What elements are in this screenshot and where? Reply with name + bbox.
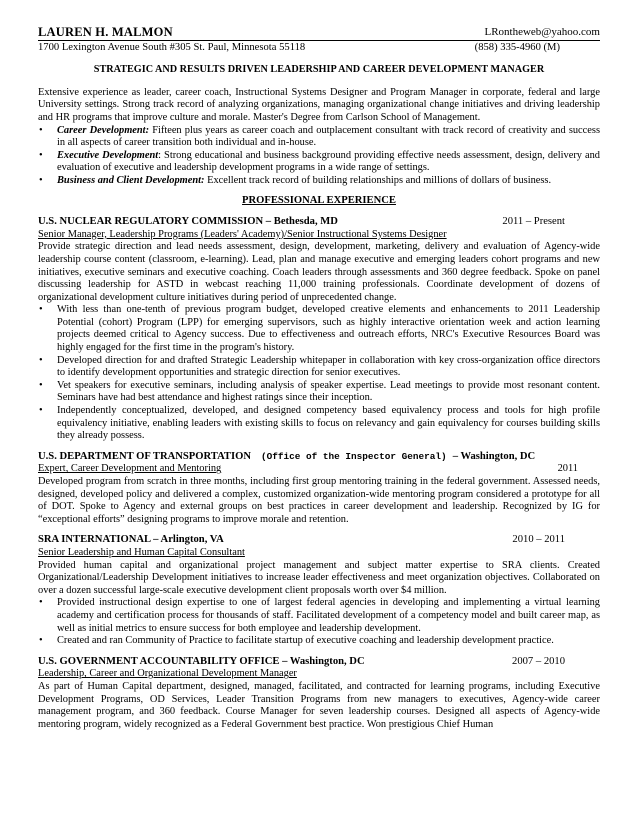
- contact-row: [38, 42, 600, 55]
- bullet-icon: •: [39, 354, 43, 366]
- candidate-name: LAUREN H. MALMON: [38, 25, 173, 39]
- bullet-icon: •: [39, 379, 43, 391]
- job-org: U.S. GOVERNMENT ACCOUNTABILITY OFFICE – Washington, DC: [38, 655, 365, 667]
- bullet-label: Career Development:: [57, 124, 150, 136]
- job-org-row: [38, 451, 600, 464]
- job-entry: [38, 656, 600, 732]
- bullet-icon: •: [39, 405, 43, 417]
- header-divider: [38, 40, 600, 41]
- email-address: LRontheweb@yahoo.com: [484, 26, 600, 38]
- summary-bullet: [38, 175, 600, 188]
- bullet-icon: •: [39, 597, 43, 609]
- job-org: U.S. DEPARTMENT OF TRANSPORTATION: [38, 450, 252, 462]
- job-bullet-text: With less than one-tenth of previous program budget, developed creative elements and enhancements to 2011 Leadership Potential (cohort) Program (LPP) for emerging supervisors, such as highly interactive orientation week and action learning projects deemed critical to Agency success. Due to effectiveness and outreach efforts, NRC's Executive Resources Board was highly engaged for the first time in the program's history.: [57, 304, 600, 354]
- bullet-icon: •: [39, 149, 43, 161]
- job-bullet-text: Created and ran Community of Practice to facilitate startup of executive coaching and leadership development practice.: [57, 635, 554, 647]
- job-role: Leadership, Career and Organizational Development Manager: [38, 668, 297, 680]
- resume-page: [38, 0, 600, 731]
- job-bullets: [38, 304, 600, 443]
- job-bullet: [38, 405, 600, 443]
- summary-bullet: [38, 150, 600, 175]
- job-bullet-text: Provided instructional design expertise to one of largest federal agencies in developing and implementing a virtual learning academy and certification process for thousands of staff. Facilitated development of a competency model and built career map, as well as initial metrics to ensure success for both employee and leadership development.: [57, 597, 600, 634]
- job-org-note: (Office of the Inspector General): [261, 450, 447, 462]
- job-description: Provide strategic direction and lead needs assessment, design, development, marketing, delivery and evaluation of Agency-wide leadership course content (classroom, e-learning). Lead, plan and manage executive and emerging leaders cohort programs and new initiatives, executive seminars and executive coaching. Coach leaders through assessments and 360 degree feedback. Spoke on panel discussing leadership for ASTD in webcast reaching 11,000 training professionals. Coordinate development of dozens of organizational development culture initiatives during period of unprecedented change.: [38, 241, 600, 303]
- job-bullet: [38, 380, 600, 405]
- phone-number: (858) 335-4960 (M): [474, 41, 560, 53]
- job-role: Senior Leadership and Human Capital Consultant: [38, 546, 245, 558]
- job-dates: 2011: [557, 463, 578, 475]
- section-title-experience: PROFESSIONAL EXPERIENCE: [242, 194, 396, 206]
- job-org-row: [38, 656, 600, 669]
- job-bullet-text: Developed direction for and drafted Strategic Leadership whitepaper in collaboration with key cross-organization office directors to identify development opportunities and strategic direction for senior executives.: [57, 354, 600, 379]
- job-bullet: [38, 304, 600, 354]
- bullet-icon: •: [39, 174, 43, 186]
- job-role-row: [38, 463, 600, 476]
- bullet-text: Fifteen plus years as career coach and outplacement consultant with track record of creativity and success in all aspects of career transition both individual and in-house.: [57, 124, 600, 149]
- job-description: Developed program from scratch in three months, including first group mentoring training in the federal government. Assessed needs, designed, developed policy and delivered a complex, customized organization-wide mentoring program considered a prototype for all of DOT. Spoke to Agency and external groups on best practices in career development and leadership. Recognized by IG for “exceptional efforts” designing programs to improve morale and retention.: [38, 476, 600, 525]
- job-dates: 2007 – 2010: [512, 655, 565, 667]
- job-org-row: [38, 534, 600, 547]
- summary-bullet: [38, 125, 600, 150]
- job-entry: [38, 216, 600, 443]
- headline: STRATEGIC AND RESULTS DRIVEN LEADERSHIP AND CAREER DEVELOPMENT MANAGER: [93, 64, 545, 76]
- job-dates: 2011 – Present: [502, 216, 565, 228]
- job-role: Senior Manager, Leadership Programs (Leaders' Academy)/Senior Instructional Systems Designer: [38, 228, 447, 240]
- summary-bullets: [38, 125, 600, 188]
- job-role: Expert, Career Development and Mentoring: [38, 463, 222, 475]
- job-bullets: [38, 597, 600, 647]
- bullet-text: Excellent track record of building relationships and millions of dollars of business.: [204, 174, 552, 186]
- bullet-icon: •: [39, 304, 43, 316]
- job-bullet: [38, 635, 600, 648]
- job-bullet-text: Independently conceptualized, developed, and designed competency based equivalency process and tools for high profile equivalency initiative, enabling leaders with existing skills to focus on relevancy and gain equivalency for courses building skills they already possess.: [57, 405, 600, 442]
- job-bullet-text: Vet speakers for executive seminars, including analysis of speaker expertise. Lead meetings to provide most resonant content. Seminars have had best attendance and highest ratings since their inception.: [57, 379, 600, 404]
- job-bullet: [38, 355, 600, 380]
- bullet-text: : Strong educational and business background providing effective needs assessment, design, delivery and evaluation of executive and leadership development programs in a wide range of settings.: [57, 149, 601, 174]
- job-location: – Washington, DC: [452, 450, 536, 462]
- job-description: Provided human capital and organizational project management and subject matter expertise to SRA clients. Created Organizational/Leadership Development initiatives to increase leader effectiveness and meet organization objectives. Collaborated on over a dozen successful large-scale executive development client proposals worth over $4 million.: [38, 559, 600, 596]
- job-description: As part of Human Capital department, designed, managed, facilitated, and contracted for learning programs, including Executive Development Programs, OD Services, Leader Transition Programs from new managers to executives, Agency-wide career management program, and 360 feedback. Course Manager for seven leadership courses. Designed all aspects of Agency-wide mentoring program, widely recognized as a Federal Government best practice. Won prestigious Chief Human: [38, 680, 600, 730]
- street-address: 1700 Lexington Avenue South #305 St. Paul, Minnesota 55118: [38, 41, 306, 53]
- job-org: U.S. NUCLEAR REGULATORY COMMISSION – Bethesda, MD: [38, 216, 338, 228]
- job-bullet: [38, 597, 600, 635]
- job-dates: 2010 – 2011: [512, 534, 565, 546]
- job-entry: [38, 451, 600, 527]
- header-row: [38, 26, 600, 39]
- bullet-icon: •: [39, 635, 43, 647]
- job-org: SRA INTERNATIONAL – Arlington, VA: [38, 534, 224, 546]
- bullet-label: Business and Client Development:: [57, 174, 205, 186]
- job-org-row: [38, 216, 600, 229]
- bullet-label: Executive Development: [57, 149, 159, 161]
- bullet-icon: •: [39, 124, 43, 136]
- summary-paragraph: Extensive experience as leader, career coach, Instructional Systems Designer and Program Manager in corporate, federal and large University settings. Strong track record of analyzing organizations, managing organizational change initiatives and driving leadership and HR programs that improve culture and morale. Master's Degree from Carlson School of Management.: [38, 86, 600, 123]
- job-entry: [38, 534, 600, 647]
